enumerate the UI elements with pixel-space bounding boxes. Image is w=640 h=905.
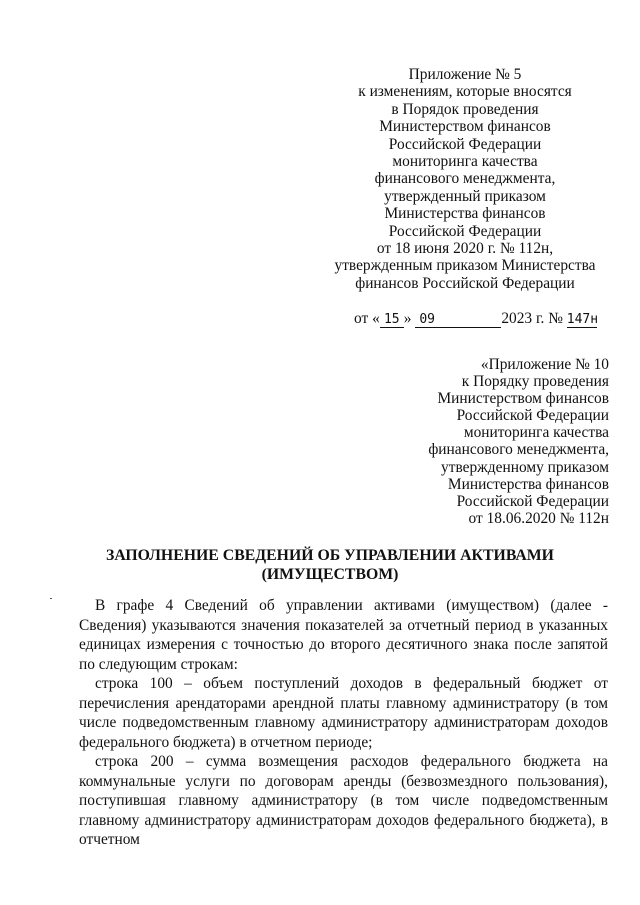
appendix-5-line: Российской Федерации: [388, 222, 542, 240]
appendix-10-line: финансового менеджмента,: [428, 441, 609, 459]
order-date-number: [354, 310, 597, 328]
appendix-10-line: Российской Федерации: [456, 492, 609, 510]
document-body: [79, 596, 608, 850]
paragraph-line-200: строка 200 – сумма возмещения расходов федерального бюджета на коммунальные услуги по договорам аренды (безвозмездного пользования), поступившая главному администратору (в том числе подведомственным главному администратору администраторам доходов федерального бюджета), в отчетном: [79, 753, 608, 848]
appendix-10-header: [428, 356, 609, 527]
order-month: 09: [415, 313, 501, 328]
appendix-5-line: утвержденный приказом: [384, 187, 546, 205]
title-line-1: ЗАПОЛНЕНИЕ СВЕДЕНИЙ ОБ УПРАВЛЕНИИ АКТИВАМИ: [106, 547, 554, 564]
scan-speck: [50, 598, 52, 599]
order-prefix: от «: [354, 310, 380, 327]
appendix-10-line: Министерством финансов: [437, 390, 609, 408]
appendix-10-line: Министерства финансов: [447, 475, 609, 493]
order-year: 2023 г. №: [501, 310, 563, 327]
appendix-5-line: мониторинга качества: [392, 153, 538, 171]
document-title: [80, 546, 580, 584]
appendix-10-line: от 18.06.2020 № 112н: [468, 509, 609, 527]
appendix-5-line: Приложение № 5: [408, 66, 522, 83]
paragraph-line-100: строка 100 – объем поступлений доходов в федеральный бюджет от перечисления арендаторами арендной платы главному администратору (в том числе подведомственным главному администратору администраторам доходов федерального бюджета) в отчетном периоде;: [79, 675, 608, 751]
appendix-10-line: «Приложение № 10: [480, 356, 609, 373]
appendix-5-line: финансового менеджмента,: [374, 170, 556, 188]
appendix-5-line: Министерства финансов: [384, 205, 546, 223]
appendix-5-line: в Порядок проведения: [391, 100, 539, 118]
appendix-10-line: мониторинга качества: [463, 424, 609, 442]
appendix-5-line: от 18 июня 2020 г. № 112н,: [376, 240, 554, 258]
appendix-5-header: [300, 66, 630, 292]
appendix-5-line: Российской Федерации: [388, 135, 542, 153]
title-line-2: (ИМУЩЕСТВОМ): [261, 566, 399, 583]
appendix-10-line: к Порядку проведения: [461, 373, 609, 391]
appendix-10-line: Российской Федерации: [456, 407, 609, 425]
order-number: 147н: [566, 312, 599, 327]
order-mid: »: [403, 310, 412, 327]
appendix-5-line: финансов Российской Федерации: [355, 274, 575, 292]
order-day: 15: [380, 313, 404, 328]
appendix-5-line: к изменениям, которые вносятся: [358, 83, 572, 101]
paragraph-intro: В графе 4 Сведений об управлении активами (имуществом) (далее - Сведения) указываются значения показателей за отчетный период в указанных единицах измерения с точностью до второго десятичного знака после запятой по следующим строкам:: [79, 597, 608, 673]
appendix-5-line: Министерством финансов: [379, 118, 551, 136]
appendix-5-line: утвержденным приказом Министерства: [334, 257, 596, 275]
appendix-10-line: утвержденному приказом: [441, 458, 609, 476]
